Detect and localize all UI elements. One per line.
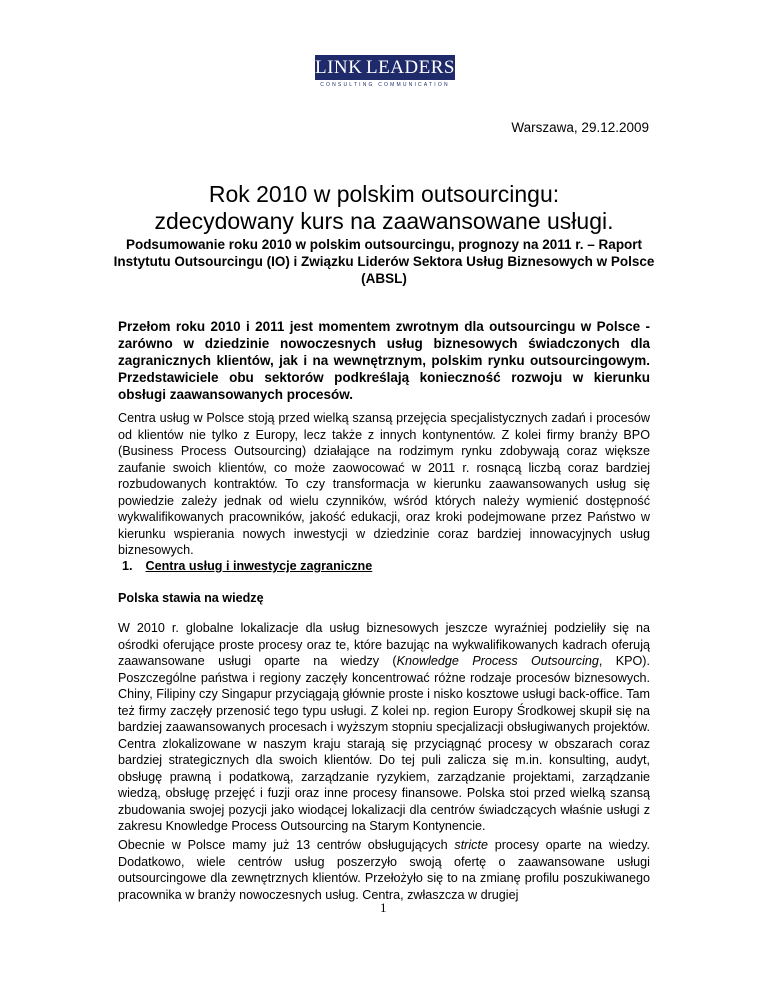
logo-wordmark [315,55,455,80]
logo-text-leaders: LEADERS [366,56,455,78]
paragraph-2 [118,620,650,835]
title-line-1: Rok 2010 w polskim outsourcingu: [208,181,560,207]
paragraph-2-part-1: W 2010 r. globalne lokalizacje dla usług biznesowych jeszcze wyraźniej podzieliły się na ośrodki oferujące proste procesy oraz te, które bazując na wykwalifikowanych kadrach oferują zaawansowane usługi oparte na wiedzy ( [118,621,650,668]
section-title: Centra usług i inwestycje zagraniczne [145,559,373,573]
paragraph-3 [118,837,650,903]
paragraph-3-part-2: procesy oparte na wiedzy. Dodatkowo, wiele centrów usług poszerzyło swoją ofertę o zaawansowane usługi outsourcingowe dla zewnętrznych klientów. Przełożyło się to na zmianę profilu poszukiwanego pracownika w branży nowoczesnych usług. Centra, zwłaszcza w drugiej [118,838,650,902]
paragraph-3-part-1: Obecnie w Polsce mamy już 13 centrów obsługujących [118,838,455,852]
page-number: 1 [380,900,387,915]
lead-paragraph: Przełom roku 2010 i 2011 jest momentem zwrotnym dla outsourcingu w Polsce - zarówno w dziedzinie nowoczesnych usług biznesowych świadczonych dla zagranicznych klientów, jak i na wewnętrznym, polskim rynku outsourcingowym. Przedstawiciele obu sektorów podkreślają konieczność rozwoju w kierunku obsługi zaawansowanych procesów. [118,319,650,402]
subheading-1: Polska stawia na wiedzę [118,591,264,605]
company-logo [315,55,455,93]
logo-text-link: LINK [315,56,363,78]
logo-tagline: CONSULTING COMMUNICATION [320,82,450,88]
document-subtitle: Podsumowanie roku 2010 w polskim outsourcingu, prognozy na 2011 r. – Raport Instytutu Outsourcingu (IO) i Związku Liderów Sektora Usług Biznesowych w Polsce (ABSL) [113,237,655,286]
document-title [104,181,664,235]
paragraph-2-italic: Knowledge Process Outsourcing [396,654,599,668]
title-line-2: zdecydowany kurs na zaawansowane usługi. [154,208,614,234]
paragraph-2-part-2: , KPO). Poszczególne państwa i regiony zaczęły koncentrować różne rodzaje procesów biznesowych. Chiny, Filipiny czy Singapur przyciągają głównie proste i nisko kosztowe usługi back-office. Tam też firmy zaczęły przenosić tego typu usługi. Z kolei np. region Europy Środkowej skupił się na bardziej zaawansowanych procesach i wyższym stopniu specjalizacji obsługiwanych projektów. Centra zlokalizowane w naszym kraju starają się przyciągnąć procesy w obszarach coraz bardziej strategicznych dla swoich klientów. Do tej puli zalicza się m.in. konsulting, audyt, obsługę prawną i podatkową, zarządzanie ryzykiem, zarządzanie projektami, zarządzanie wiedzą, obsługę przejęć i fuzji oraz inne procesy finansowe. Polska stoi przed wielką szansą zbudowania swojej pozycji jako wiodącej lokalizacji dla centrów świadczących właśnie usługi z zakresu Knowledge Process Outsourcing na Starym Kontynencie. [118,654,651,833]
paragraph-3-italic: stricte [454,838,488,852]
document-date: Warszawa, 29.12.2009 [511,120,649,135]
section-number: 1. [122,559,133,573]
paragraph-1: Centra usług w Polsce stoją przed wielką szansą przejęcia specjalistycznych zadań i procesów od klientów nie tylko z Europy, lecz także z innych kontynentów. Z kolei firmy branży BPO (Business Process Outsourcing) działające na rodzimym rynku zdobywają coraz większe zaufanie swoich klientów, co może zaowocować w 2011 r. rosnącą liczbą coraz bardziej rozbudowanych kontraktów. To czy transformacja w kierunku zaawansowanych usług się powiedzie zależy jednak od wielu czynników, wśród których należy wymienić dostępność wykwalifikowanych pracowników, jakość edukacji, oraz kroki podejmowane przez Państwo w kierunku wspierania nowych inwestycji w dziedzinie coraz bardziej innowacyjnych usług biznesowych. [118,411,650,557]
section-heading-1 [118,559,372,573]
